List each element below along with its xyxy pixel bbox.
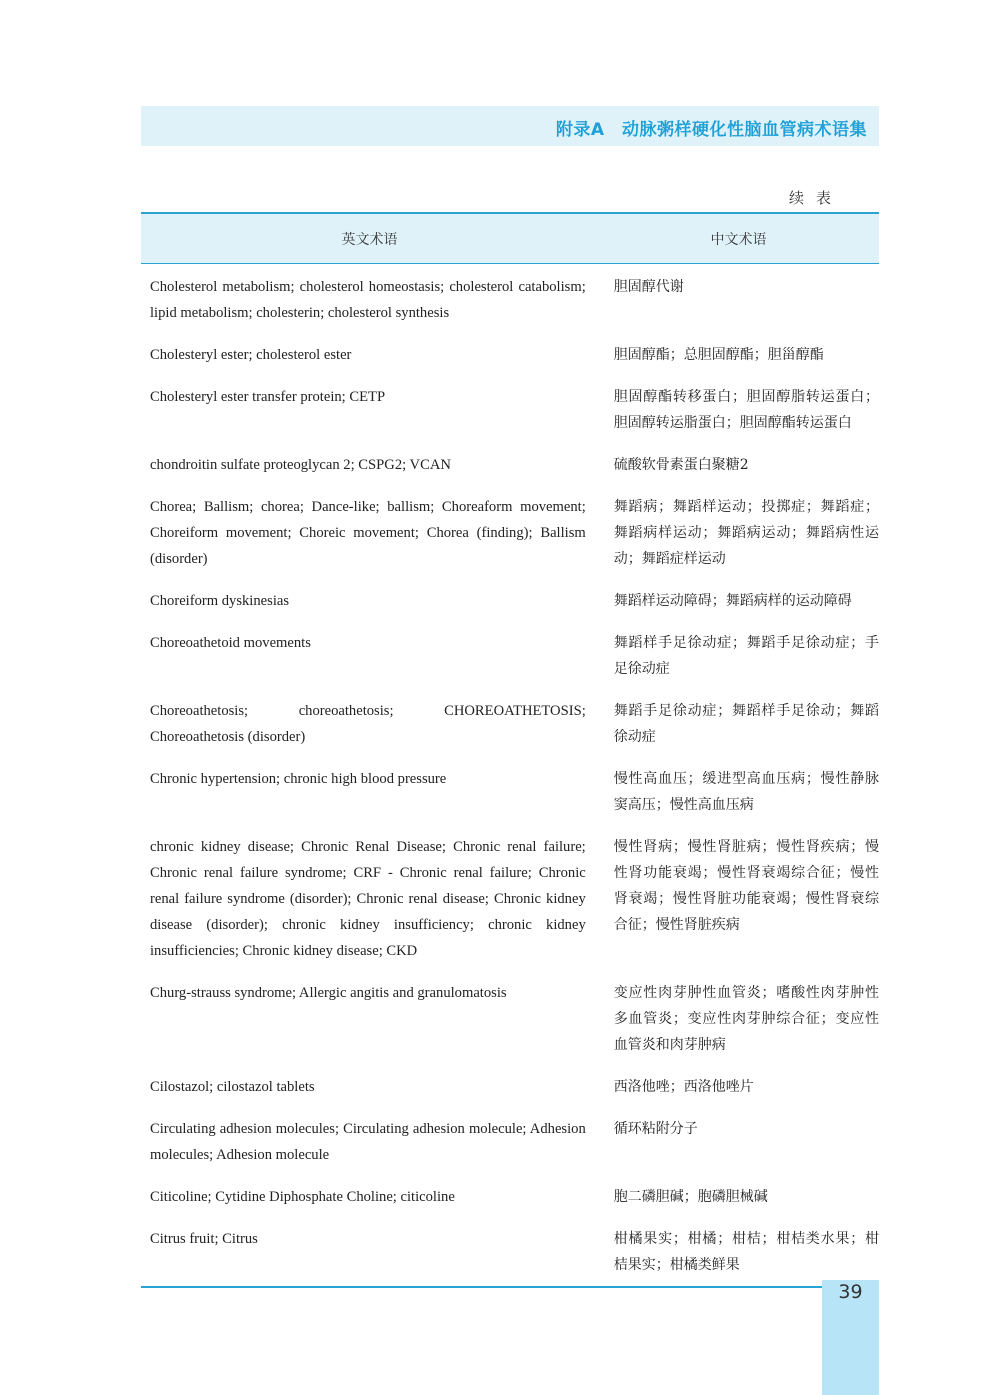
chinese-term: 柑橘果实；柑橘；柑桔；柑桔类水果；柑桔果实；柑橘类鲜果 [613,1231,879,1273]
chinese-term: 变应性肉芽肿性血管炎；嗜酸性肉芽肿性多血管炎；变应性肉芽肿综合征；变应性血管炎和肉芽肿病 [613,985,879,1053]
chinese-term: 慢性肾病；慢性肾脏病；慢性肾疾病；慢性肾功能衰竭；慢性肾衰竭综合征；慢性肾衰竭；慢性肾脏功能衰竭；慢性肾衰综合征；慢性肾脏疾病 [613,839,879,933]
page-number-tab [822,1280,879,1395]
chinese-term: 循环粘附分子 [613,1121,698,1137]
english-term: Citrus fruit; Citrus [150,1231,258,1247]
english-term: Chronic hypertension; chronic high blood pressure [150,771,447,787]
running-header-title: 附录A 动脉粥样硬化性脑血管病术语集 [555,120,867,140]
chinese-term: 胞二磷胆碱；胞磷胆械碱 [613,1189,768,1205]
english-term: Choreiform dyskinesias [150,593,290,609]
terminology-table [141,212,879,1288]
table-header [141,214,879,264]
table-row [141,1066,879,1108]
chinese-term: 胆固醇酯转移蛋白；胆固醇脂转运蛋白；胆固醇转运脂蛋白；胆固醇酯转运蛋白 [613,389,879,431]
continued-label: 续表 [789,189,844,207]
table-row [141,690,879,758]
table-row [141,826,879,972]
chinese-term: 硫酸软骨素蛋白聚糖2 [613,457,749,473]
english-term: Chorea; Ballism; chorea; Dance-like; ballism; Choreaform movement; Choreiform movement; Choreic movement; Chorea (finding); Ballism (disorder) [150,499,586,567]
table-row [141,758,879,826]
table-row [141,486,879,580]
chinese-term: 舞蹈手足徐动症；舞蹈样手足徐动；舞蹈徐动症 [613,703,879,745]
english-term: Cilostazol; cilostazol tablets [150,1079,315,1095]
english-term: Circulating adhesion molecules; Circulating adhesion molecule; Adhesion molecules; Adhesion molecule [150,1121,586,1163]
table-row [141,376,879,444]
chinese-term: 舞蹈病；舞蹈样运动；投掷症；舞蹈症；舞蹈病样运动；舞蹈病运动；舞蹈病性运动；舞蹈症样运动 [613,499,879,567]
chinese-term: 舞蹈样运动障碍；舞蹈病样的运动障碍 [613,593,852,609]
english-term: Cholesteryl ester transfer protein; CETP [150,389,386,405]
table-row [141,580,879,622]
chinese-term: 舞蹈样手足徐动症；舞蹈手足徐动症；手足徐动症 [613,635,879,677]
page-number: 39 [838,1281,863,1303]
chinese-term: 胆固醇酯；总胆固醇酯；胆甾醇酯 [613,347,824,363]
chinese-term: 胆固醇代谢 [613,279,684,295]
table-row [141,622,879,690]
table-row [141,1218,879,1286]
english-term: chondroitin sulfate proteoglycan 2; CSPG2; VCAN [150,457,451,473]
table-row [141,1176,879,1218]
column-header-english: 英文术语 [341,231,398,248]
table-row [141,972,879,1066]
english-term: Choreoathetosis; choreoathetosis; CHOREOATHETOSIS; Choreoathetosis (disorder) [150,703,586,745]
english-term: Cholesteryl ester; cholesterol ester [150,347,352,363]
english-term: Choreoathetoid movements [150,635,311,651]
english-term: Citicoline; Cytidine Diphosphate Choline; citicoline [150,1189,455,1205]
chinese-term: 西洛他唑；西洛他唑片 [613,1079,754,1095]
column-header-chinese: 中文术语 [710,231,767,248]
table-body [141,264,879,1286]
english-term: chronic kidney disease; Chronic Renal Disease; Chronic renal failure; Chronic renal failure syndrome; CRF - Chronic renal failure; Chronic renal failure syndrome (disorder); Chronic renal disease; Chronic kidney disease (disorder); chronic kidney insufficiency; chronic kidney insufficiencies; Chronic kidney disease; CKD [150,839,586,959]
english-term: Cholesterol metabolism; cholesterol homeostasis; cholesterol catabolism; lipid metabolism; cholesterin; cholesterol synthesis [150,279,586,321]
table-row [141,444,879,486]
table-row [141,1108,879,1176]
table-row [141,264,879,334]
chinese-term: 慢性高血压；缓进型高血压病；慢性静脉窦高压；慢性高血压病 [613,771,879,813]
header-band [141,106,879,146]
table-row [141,334,879,376]
english-term: Churg-strauss syndrome; Allergic angitis and granulomatosis [150,985,507,1001]
